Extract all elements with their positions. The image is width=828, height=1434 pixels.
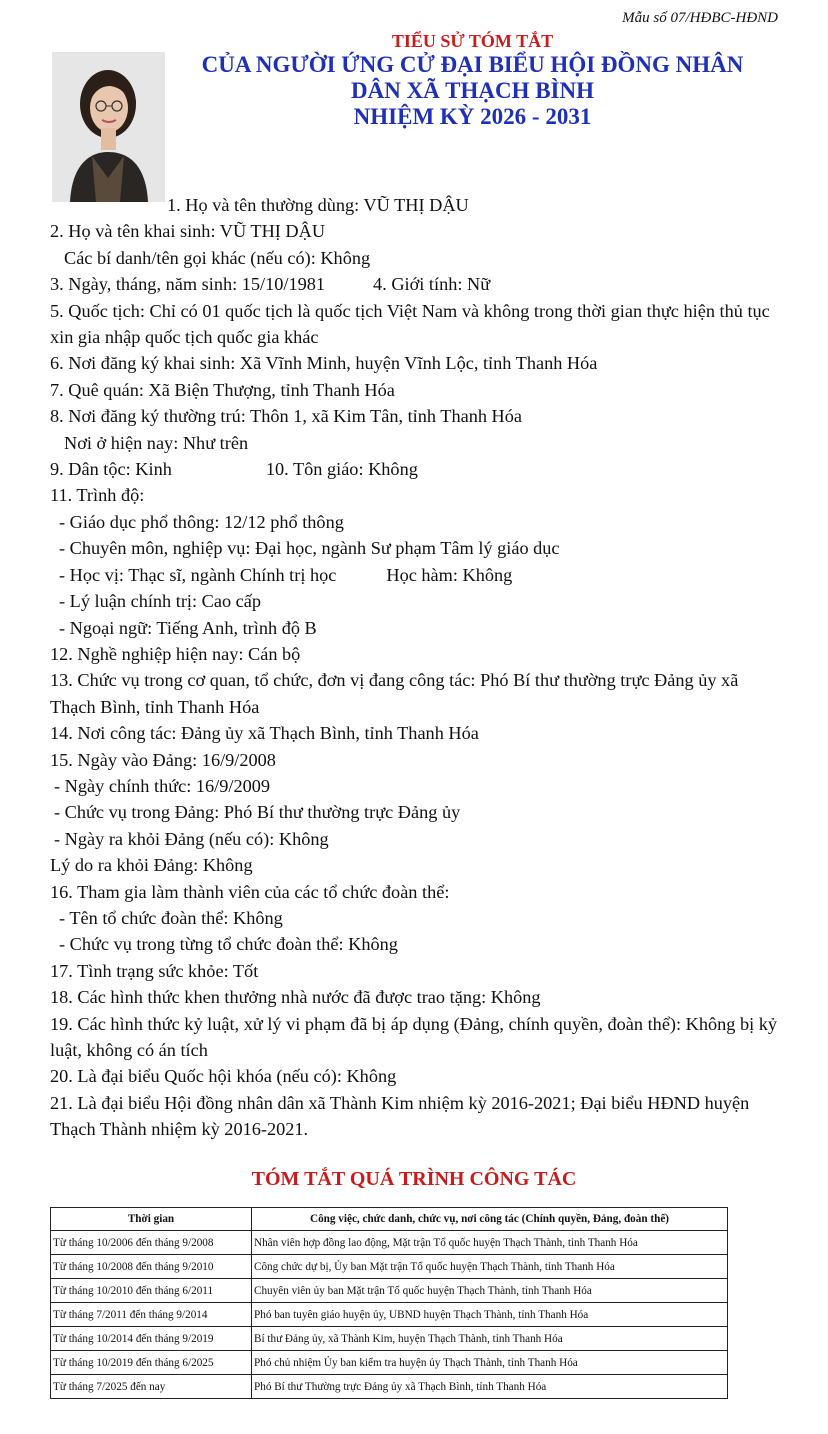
bio-line-5: 5. Quốc tịch: Chỉ có 01 quốc tịch là quốc tịch Việt Nam và không trong thời gian thực hiện thủ tục xin gia nhập quốc tịch quốc gia khác: [50, 300, 770, 348]
table-header-row: [51, 1208, 728, 1231]
cell-description: Chuyên viên ủy ban Mặt trận Tổ quốc huyện Thạch Thành, tỉnh Thanh Hóa: [252, 1279, 728, 1303]
bio-line-15d: Lý do ra khỏi Đảng: Không: [50, 855, 253, 876]
document-header: [165, 30, 780, 130]
bio-line-19: 19. Các hình thức kỷ luật, xử lý vi phạm đã bị áp dụng (Đảng, chính quyền, đoàn thể): Không bị kỷ luật, không có án tích: [50, 1013, 778, 1060]
bio-line-15: 15. Ngày vào Đảng: 16/9/2008: [50, 749, 276, 770]
bio-line-15c: - Ngày ra khỏi Đảng (nếu có): Không: [54, 828, 329, 849]
column-header-description: Công việc, chức danh, chức vụ, nơi công tác (Chính quyền, Đảng, đoàn thể): [252, 1208, 728, 1231]
academic-degree: - Học vị: Thạc sĩ, ngành Chính trị học: [59, 564, 337, 585]
cell-time: Từ tháng 7/2011 đến tháng 9/2014: [51, 1303, 252, 1327]
bio-line-21: 21. Là đại biểu Hội đồng nhân dân xã Thành Kim nhiệm kỳ 2016-2021; Đại biểu HĐND huyện Thạch Thành nhiệm kỳ 2016-2021.: [50, 1092, 750, 1140]
cell-description: Phó ban tuyên giáo huyện ủy, UBND huyện Thạch Thành, tỉnh Thanh Hóa: [252, 1303, 728, 1327]
table-row: [51, 1351, 728, 1375]
bio-line-11a: - Giáo dục phổ thông: 12/12 phổ thông: [59, 511, 344, 532]
table-row: [51, 1375, 728, 1399]
bio-line-9: [50, 456, 785, 482]
candidate-photo: [52, 52, 165, 202]
cell-time: Từ tháng 10/2019 đến tháng 6/2025: [51, 1351, 252, 1375]
religion: 10. Tôn giáo: Không: [265, 459, 418, 480]
cell-time: Từ tháng 10/2010 đến tháng 6/2011: [51, 1279, 252, 1303]
bio-line-11e: - Ngoại ngữ: Tiếng Anh, trình độ B: [59, 617, 317, 638]
bio-line-7: 7. Quê quán: Xã Biện Thượng, tỉnh Thanh Hóa: [50, 379, 395, 400]
bio-line-3: [50, 271, 785, 297]
cell-description: Bí thư Đảng ủy, xã Thành Kim, huyện Thạch Thành, tỉnh Thanh Hóa: [252, 1327, 728, 1351]
bio-line-11c: [50, 562, 785, 588]
document-title-line2: DÂN XÃ THẠCH BÌNH: [350, 78, 595, 103]
work-history-title: TÓM TẮT QUÁ TRÌNH CÔNG TÁC: [251, 1168, 577, 1190]
bio-line-18: 18. Các hình thức khen thưởng nhà nước đã được trao tặng: Không: [50, 987, 541, 1008]
bio-line-11b: - Chuyên môn, nghiệp vụ: Đại học, ngành Sư phạm Tâm lý giáo dục: [59, 538, 560, 559]
table-row: [51, 1279, 728, 1303]
cell-time: Từ tháng 10/2006 đến tháng 9/2008: [51, 1231, 252, 1255]
column-header-time: Thời gian: [51, 1208, 252, 1231]
document-title-line1: CỦA NGƯỜI ỨNG CỬ ĐẠI BIỂU HỘI ĐỒNG NHÂN: [201, 52, 744, 77]
bio-line-6: 6. Nơi đăng ký khai sinh: Xã Vĩnh Minh, huyện Vĩnh Lộc, tỉnh Thanh Hóa: [50, 353, 598, 374]
table-row: [51, 1303, 728, 1327]
bio-line-15a: - Ngày chính thức: 16/9/2009: [54, 775, 271, 796]
bio-line-17: 17. Tình trạng sức khỏe: Tốt: [50, 960, 259, 981]
bio-line-2: 2. Họ và tên khai sinh: VŨ THỊ DẬU: [50, 221, 326, 242]
bio-line-13: 13. Chức vụ trong cơ quan, tổ chức, đơn vị đang công tác: Phó Bí thư thường trực Đảng ủy xã Thạch Bình, tỉnh Thanh Hóa: [50, 670, 739, 717]
document-subtitle: TIỂU SỬ TÓM TẮT: [391, 31, 554, 51]
document-title-line3: NHIỆM KỲ 2026 - 2031: [353, 104, 592, 129]
academic-title: Học hàm: Không: [386, 564, 513, 585]
bio-line-11d: - Lý luận chính trị: Cao cấp: [59, 591, 262, 612]
bio-line-15b: - Chức vụ trong Đảng: Phó Bí thư thường trực Đảng ủy: [54, 802, 461, 823]
cell-description: Phó chủ nhiệm Ủy ban kiểm tra huyện ủy Thạch Thành, tỉnh Thanh Hóa: [252, 1351, 728, 1375]
bio-section: [50, 192, 785, 1143]
table-row: [51, 1255, 728, 1279]
cell-time: Từ tháng 7/2025 đến nay: [51, 1375, 252, 1399]
bio-line-1: 1. Họ và tên thường dùng: VŨ THỊ DẬU: [167, 195, 469, 215]
cell-description: Phó Bí thư Thường trực Đảng ủy xã Thạch Bình, tỉnh Thanh Hóa: [252, 1375, 728, 1399]
bio-line-16: 16. Tham gia làm thành viên của các tổ chức đoàn thể:: [50, 881, 450, 902]
bio-line-20: 20. Là đại biểu Quốc hội khóa (nếu có): Không: [50, 1066, 397, 1087]
portrait-image: [52, 52, 165, 202]
cell-time: Từ tháng 10/2008 đến tháng 9/2010: [51, 1255, 252, 1279]
cell-description: Nhân viên hợp đồng lao động, Mặt trận Tổ quốc huyện Thạch Thành, tỉnh Thanh Hóa: [252, 1231, 728, 1255]
work-history-table: [50, 1207, 728, 1399]
gender: 4. Giới tính: Nữ: [373, 274, 491, 295]
birth-date: 3. Ngày, tháng, năm sinh: 15/10/1981: [50, 274, 326, 295]
form-number: Mẫu số 07/HĐBC-HĐND: [622, 10, 778, 26]
bio-line-11: 11. Trình độ:: [50, 485, 145, 506]
table-row: [51, 1231, 728, 1255]
bio-line-8: 8. Nơi đăng ký thường trú: Thôn 1, xã Kim Tân, tỉnh Thanh Hóa: [50, 406, 523, 427]
table-row: [51, 1327, 728, 1351]
bio-line-16a: - Tên tổ chức đoàn thể: Không: [59, 907, 283, 928]
bio-line-aliases: Các bí danh/tên gọi khác (nếu có): Không: [64, 247, 371, 268]
cell-time: Từ tháng 10/2014 đến tháng 9/2019: [51, 1327, 252, 1351]
ethnicity: 9. Dân tộc: Kinh: [50, 459, 172, 480]
cell-description: Công chức dự bị, Ủy ban Mặt trận Tổ quốc huyện Thạch Thành, tỉnh Thanh Hóa: [252, 1255, 728, 1279]
bio-line-12: 12. Nghề nghiệp hiện nay: Cán bộ: [50, 643, 301, 664]
bio-line-current-address: Nơi ở hiện nay: Như trên: [64, 432, 249, 453]
bio-line-14: 14. Nơi công tác: Đảng ủy xã Thạch Bình, tỉnh Thanh Hóa: [50, 723, 479, 744]
bio-line-16b: - Chức vụ trong từng tổ chức đoàn thể: Không: [59, 934, 398, 955]
